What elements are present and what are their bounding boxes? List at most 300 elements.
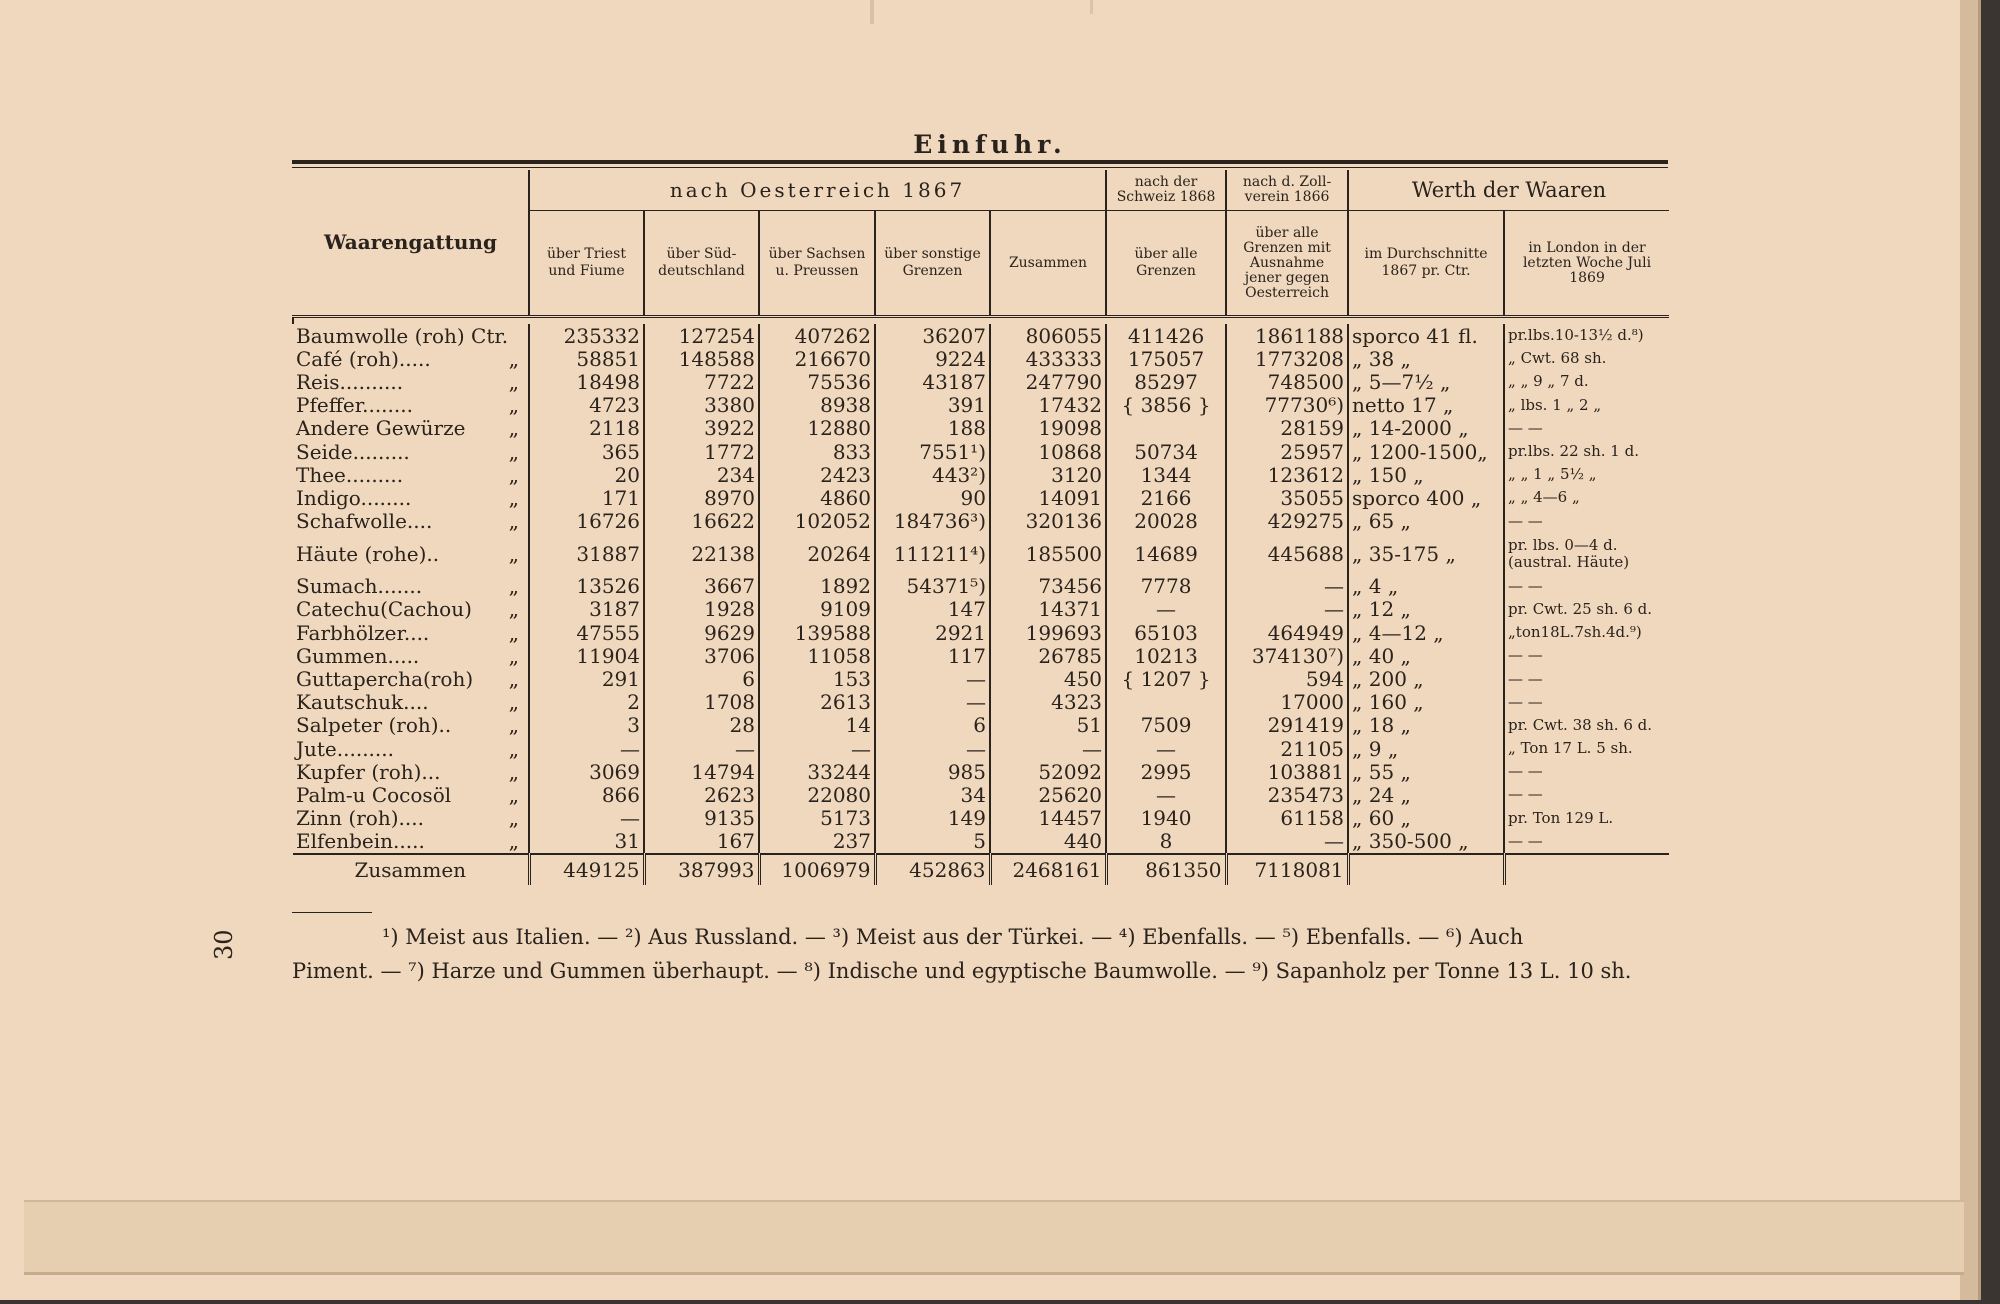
row-average-price: sporco 400 „	[1348, 486, 1504, 509]
row-name	[293, 575, 529, 598]
row-cell-c1: 2	[529, 691, 644, 714]
row-unit-mark: „	[508, 370, 519, 394]
row-cell-c4: —	[875, 667, 990, 690]
row-unit-mark: „	[508, 690, 519, 714]
row-cell-c6: 50734	[1106, 440, 1226, 463]
table-row	[293, 510, 1669, 533]
row-cell-c1: 866	[529, 783, 644, 806]
row-cell-c1: 3	[529, 714, 644, 737]
row-cell-c1: 31887	[529, 533, 644, 575]
row-cell-c6: 10213	[1106, 644, 1226, 667]
row-cell-c6: 1344	[1106, 463, 1226, 486]
table-row	[293, 598, 1669, 621]
row-cell-c5: 185500	[990, 533, 1106, 575]
row-cell-c7: 17000	[1226, 691, 1348, 714]
row-name	[293, 691, 529, 714]
row-name	[293, 533, 529, 575]
row-cell-c2: 167	[644, 830, 759, 854]
row-cell-c3: 14	[759, 714, 875, 737]
row-cell-c7: 35055	[1226, 486, 1348, 509]
row-cell-c7: 235473	[1226, 783, 1348, 806]
table-row	[293, 667, 1669, 690]
row-london-price: pr. Cwt. 25 sh. 6 d.	[1504, 598, 1669, 621]
row-name	[293, 347, 529, 370]
row-cell-c2: 14794	[644, 760, 759, 783]
row-name-text: Kautschuk....	[296, 690, 429, 714]
row-cell-c7: 77730⁶)	[1226, 394, 1348, 417]
row-cell-c7: —	[1226, 575, 1348, 598]
row-average-price: „ 55 „	[1348, 760, 1504, 783]
row-london-price: pr. lbs. 0—4 d. (austral. Häute)	[1504, 533, 1669, 575]
row-cell-c3: 102052	[759, 510, 875, 533]
row-name-text: Baumwolle (roh) Ctr.	[296, 324, 509, 348]
row-london-price: „ Ton 17 L. 5 sh.	[1504, 737, 1669, 760]
row-cell-c3: —	[759, 737, 875, 760]
row-cell-c5: 51	[990, 714, 1106, 737]
row-cell-c3: 833	[759, 440, 875, 463]
header-swiss-group: nach der Schweiz 1868	[1106, 170, 1226, 211]
footnotes	[292, 920, 1658, 988]
row-cell-c7: 291419	[1226, 714, 1348, 737]
row-cell-c4: 147	[875, 598, 990, 621]
row-average-price: „ 200 „	[1348, 667, 1504, 690]
table-row	[293, 807, 1669, 830]
footnote-line: Piment. — ⁷) Harze und Gummen überhaupt. — ⁸) Indische und egyptische Baumwolle. — ⁹) Sapanholz per Tonne 13 L. 10 sh.	[292, 959, 1632, 983]
row-cell-c5: 10868	[990, 440, 1106, 463]
row-cell-c3: 4860	[759, 486, 875, 509]
row-cell-c5: 440	[990, 830, 1106, 854]
row-name-text: Palm-u Cocosöl	[296, 783, 452, 807]
row-cell-c5: 52092	[990, 760, 1106, 783]
row-unit-mark: „	[508, 621, 519, 645]
row-unit-mark: „	[508, 574, 519, 598]
table-row	[293, 533, 1669, 575]
row-cell-c1: —	[529, 737, 644, 760]
table-row	[293, 691, 1669, 714]
row-cell-c2: 127254	[644, 324, 759, 347]
row-cell-c3: 216670	[759, 347, 875, 370]
row-cell-c4: 43187	[875, 370, 990, 393]
table-row	[293, 621, 1669, 644]
table-row	[293, 830, 1669, 854]
totals-cell: 452863	[875, 854, 990, 885]
row-average-price: „ 150 „	[1348, 463, 1504, 486]
header-london: in London in der letzten Woche Juli 1869	[1504, 211, 1669, 317]
row-cell-c7: 1861188	[1226, 324, 1348, 347]
row-cell-c6: 2166	[1106, 486, 1226, 509]
row-name	[293, 440, 529, 463]
row-cell-c3: 153	[759, 667, 875, 690]
row-cell-c6: 411426	[1106, 324, 1226, 347]
row-cell-c5: 3120	[990, 463, 1106, 486]
table-row	[293, 737, 1669, 760]
row-name	[293, 486, 529, 509]
row-name	[293, 510, 529, 533]
row-cell-c2: 3706	[644, 644, 759, 667]
row-london-price: — —	[1504, 417, 1669, 440]
row-cell-c5: 19098	[990, 417, 1106, 440]
row-name	[293, 737, 529, 760]
row-cell-c7: 61158	[1226, 807, 1348, 830]
row-unit-mark: „	[508, 783, 519, 807]
row-name-text: Sumach.......	[296, 574, 423, 598]
row-average-price: „ 40 „	[1348, 644, 1504, 667]
row-london-price: „ lbs. 1 „ 2 „	[1504, 394, 1669, 417]
table-row	[293, 440, 1669, 463]
table-row	[293, 463, 1669, 486]
row-name	[293, 760, 529, 783]
row-cell-c6: 20028	[1106, 510, 1226, 533]
page-fold-mark	[1090, 0, 1093, 14]
row-cell-c6: { 3856 }	[1106, 394, 1226, 417]
row-cell-c6: 85297	[1106, 370, 1226, 393]
row-unit-mark: „	[508, 597, 519, 622]
row-cell-c4: 9224	[875, 347, 990, 370]
row-cell-c7: 123612	[1226, 463, 1348, 486]
row-average-price: „ 9 „	[1348, 737, 1504, 760]
totals-cell: 2468161	[990, 854, 1106, 885]
row-cell-c4: 6	[875, 714, 990, 737]
header-avg: im Durchschnitte 1867 pr. Ctr.	[1348, 211, 1504, 317]
row-cell-c4: 54371⁵)	[875, 575, 990, 598]
row-unit-mark: „	[508, 509, 519, 533]
table-row	[293, 486, 1669, 509]
row-cell-c6: —	[1106, 737, 1226, 760]
row-name	[293, 783, 529, 806]
row-cell-c3: 9109	[759, 598, 875, 621]
row-cell-c4: 188	[875, 417, 990, 440]
row-cell-c7: 374130⁷)	[1226, 644, 1348, 667]
row-name	[293, 598, 529, 621]
row-name-text: Jute.........	[296, 737, 394, 761]
table-row	[293, 417, 1669, 440]
row-cell-c1: 20	[529, 463, 644, 486]
row-cell-c7: 748500	[1226, 370, 1348, 393]
row-cell-c2: 16622	[644, 510, 759, 533]
row-name-text: Andere Gewürze	[296, 416, 466, 440]
header-austria-group: nach Oesterreich 1867	[529, 170, 1106, 211]
row-cell-c7: 594	[1226, 667, 1348, 690]
row-cell-c1: 18498	[529, 370, 644, 393]
row-name	[293, 324, 529, 347]
page-edge	[1960, 0, 1978, 1300]
row-name-text: Reis..........	[296, 370, 404, 394]
row-cell-c5: 199693	[990, 621, 1106, 644]
row-cell-c2: 1928	[644, 598, 759, 621]
row-average-price: „ 1200-1500„	[1348, 440, 1504, 463]
totals-cell: 7118081	[1226, 854, 1348, 885]
row-cell-c1: 3069	[529, 760, 644, 783]
row-cell-c3: 2613	[759, 691, 875, 714]
row-cell-c7: —	[1226, 830, 1348, 854]
row-cell-c7: 445688	[1226, 533, 1348, 575]
row-average-price: „ 14-2000 „	[1348, 417, 1504, 440]
row-london-price: pr. Ton 129 L.	[1504, 807, 1669, 830]
row-cell-c2: 234	[644, 463, 759, 486]
row-unit-mark: „	[508, 393, 519, 417]
header-sonstige: über sonstige Grenzen	[875, 211, 990, 317]
header-waarengattung: Waarengattung	[324, 230, 497, 254]
row-cell-c7: 21105	[1226, 737, 1348, 760]
row-london-price: „ton18L.7sh.4d.⁹)	[1504, 621, 1669, 644]
row-unit-mark: „	[508, 541, 519, 566]
table-row	[293, 370, 1669, 393]
row-name	[293, 621, 529, 644]
row-cell-c5: 4323	[990, 691, 1106, 714]
row-cell-c7: 429275	[1226, 510, 1348, 533]
totals-cell: 449125	[529, 854, 644, 885]
header-sachsen: über Sachsen u. Preussen	[759, 211, 875, 317]
row-name-text: Salpeter (roh)..	[296, 713, 452, 737]
row-cell-c6: 7778	[1106, 575, 1226, 598]
page-number: 30	[210, 929, 238, 960]
table-row	[293, 575, 1669, 598]
row-name-text: Farbhölzer....	[296, 621, 430, 645]
row-cell-c2: 3667	[644, 575, 759, 598]
row-cell-c6: 8	[1106, 830, 1226, 854]
row-average-price: „ 38 „	[1348, 347, 1504, 370]
row-cell-c6: —	[1106, 598, 1226, 621]
row-unit-mark: „	[508, 347, 519, 371]
row-cell-c3: 20264	[759, 533, 875, 575]
row-cell-c2: 1772	[644, 440, 759, 463]
row-name-text: Indigo........	[296, 486, 412, 510]
row-unit-mark: „	[508, 463, 519, 487]
row-cell-c4: 7551¹)	[875, 440, 990, 463]
table-row	[293, 324, 1669, 347]
row-average-price: „ 18 „	[1348, 714, 1504, 737]
row-unit-mark: „	[508, 829, 519, 854]
row-london-price: „ „ 9 „ 7 d.	[1504, 370, 1669, 393]
row-cell-c1: 3187	[529, 598, 644, 621]
row-cell-c3: 1892	[759, 575, 875, 598]
row-average-price: sporco 41 fl.	[1348, 324, 1504, 347]
table-row	[293, 783, 1669, 806]
row-average-price: „ 12 „	[1348, 598, 1504, 621]
row-cell-c1: 235332	[529, 324, 644, 347]
row-cell-c4: 391	[875, 394, 990, 417]
footnote-rule	[292, 912, 372, 913]
row-cell-c2: —	[644, 737, 759, 760]
row-name-text: Seide.........	[296, 439, 410, 464]
header-value-group: Werth der Waaren	[1348, 170, 1669, 211]
row-cell-c3: 139588	[759, 621, 875, 644]
row-average-price: „ 60 „	[1348, 807, 1504, 830]
row-cell-c2: 22138	[644, 533, 759, 575]
row-cell-c6: 65103	[1106, 621, 1226, 644]
row-cell-c6	[1106, 691, 1226, 714]
row-name	[293, 370, 529, 393]
row-cell-c5: 320136	[990, 510, 1106, 533]
row-cell-c2: 1708	[644, 691, 759, 714]
row-london-price: — —	[1504, 760, 1669, 783]
row-name-text: Guttapercha(roh)	[296, 667, 474, 691]
row-unit-mark: „	[508, 760, 519, 784]
row-london-price: — —	[1504, 575, 1669, 598]
row-name	[293, 463, 529, 486]
row-name	[293, 394, 529, 417]
row-name-text: Gummen.....	[296, 644, 420, 668]
row-cell-c6: —	[1106, 783, 1226, 806]
totals-cell	[1348, 854, 1504, 885]
table-top-rule	[292, 160, 1668, 164]
row-cell-c2: 3380	[644, 394, 759, 417]
row-london-price: — —	[1504, 667, 1669, 690]
header-zoll-group: nach d. Zoll-verein 1866	[1226, 170, 1348, 211]
row-cell-c4: 111211⁴)	[875, 533, 990, 575]
row-cell-c1: 47555	[529, 621, 644, 644]
row-average-price: „ 4 „	[1348, 575, 1504, 598]
row-cell-c3: 407262	[759, 324, 875, 347]
row-london-price: pr.lbs.10-13½ d.⁸)	[1504, 324, 1669, 347]
row-average-price: „ 350-500 „	[1348, 830, 1504, 854]
row-cell-c2: 28	[644, 714, 759, 737]
row-cell-c5: 14371	[990, 598, 1106, 621]
import-table	[292, 170, 1669, 885]
row-cell-c2: 148588	[644, 347, 759, 370]
row-cell-c6: 175057	[1106, 347, 1226, 370]
row-name	[293, 714, 529, 737]
header-triest: über Triest und Fiume	[529, 211, 644, 317]
row-name	[293, 667, 529, 690]
row-name-text: Café (roh).....	[296, 347, 431, 371]
header-schweiz: über alle Grenzen	[1106, 211, 1226, 317]
row-unit-mark: „	[508, 713, 519, 737]
row-cell-c6	[1106, 417, 1226, 440]
row-cell-c6: 1940	[1106, 807, 1226, 830]
row-name-text: Kupfer (roh)...	[296, 760, 441, 784]
row-london-price: „ Cwt. 68 sh.	[1504, 347, 1669, 370]
row-cell-c5: 14457	[990, 807, 1106, 830]
row-cell-c5: 14091	[990, 486, 1106, 509]
row-name	[293, 644, 529, 667]
row-cell-c2: 7722	[644, 370, 759, 393]
row-cell-c3: 22080	[759, 783, 875, 806]
row-cell-c5: 450	[990, 667, 1106, 690]
row-name	[293, 807, 529, 830]
row-name	[293, 830, 529, 854]
row-unit-mark: „	[508, 439, 519, 464]
table-top-rule	[292, 167, 1668, 168]
row-average-price: „ 35-175 „	[1348, 533, 1504, 575]
row-cell-c3: 33244	[759, 760, 875, 783]
totals-cell: 861350	[1106, 854, 1226, 885]
row-cell-c4: 2921	[875, 621, 990, 644]
row-cell-c2: 6	[644, 667, 759, 690]
row-cell-c3: 2423	[759, 463, 875, 486]
row-cell-c1: 171	[529, 486, 644, 509]
totals-cell: 1006979	[759, 854, 875, 885]
row-cell-c1: 11904	[529, 644, 644, 667]
row-cell-c6: { 1207 }	[1106, 667, 1226, 690]
totals-row	[293, 854, 1669, 885]
header-sued: über Süd-deutschland	[644, 211, 759, 317]
row-london-price: „ „ 4—6 „	[1504, 486, 1669, 509]
row-cell-c3: 5173	[759, 807, 875, 830]
row-cell-c1: 365	[529, 440, 644, 463]
row-cell-c1: 4723	[529, 394, 644, 417]
row-cell-c3: 237	[759, 830, 875, 854]
row-cell-c3: 75536	[759, 370, 875, 393]
table-row	[293, 347, 1669, 370]
row-cell-c4: —	[875, 737, 990, 760]
row-cell-c1: —	[529, 807, 644, 830]
row-cell-c1: 13526	[529, 575, 644, 598]
row-london-price: — —	[1504, 830, 1669, 854]
row-cell-c5: 247790	[990, 370, 1106, 393]
row-cell-c6: 2995	[1106, 760, 1226, 783]
row-cell-c7: 28159	[1226, 417, 1348, 440]
row-cell-c5: 73456	[990, 575, 1106, 598]
row-london-price: „ „ 1 „ 5½ „	[1504, 463, 1669, 486]
row-cell-c5: 806055	[990, 324, 1106, 347]
row-cell-c5: —	[990, 737, 1106, 760]
row-cell-c2: 9135	[644, 807, 759, 830]
totals-cell: 387993	[644, 854, 759, 885]
table-row	[293, 394, 1669, 417]
row-cell-c1: 58851	[529, 347, 644, 370]
row-cell-c7: —	[1226, 598, 1348, 621]
totals-label: Zusammen	[293, 854, 529, 885]
row-name-text: Zinn (roh)....	[296, 806, 424, 830]
row-cell-c3: 8938	[759, 394, 875, 417]
table-row	[293, 760, 1669, 783]
row-cell-c7: 103881	[1226, 760, 1348, 783]
row-cell-c7: 1773208	[1226, 347, 1348, 370]
row-cell-c3: 12880	[759, 417, 875, 440]
row-london-price: — —	[1504, 783, 1669, 806]
row-cell-c4: 117	[875, 644, 990, 667]
row-cell-c6: 7509	[1106, 714, 1226, 737]
table-body	[293, 317, 1669, 854]
row-cell-c4: 985	[875, 760, 990, 783]
row-cell-c5: 433333	[990, 347, 1106, 370]
row-cell-c5: 26785	[990, 644, 1106, 667]
row-cell-c2: 8970	[644, 486, 759, 509]
row-average-price: netto 17 „	[1348, 394, 1504, 417]
row-cell-c4: 5	[875, 830, 990, 854]
row-name-text: Thee.........	[296, 463, 404, 487]
row-name-text: Häute (rohe)..	[296, 541, 440, 566]
footnote-line: ¹) Meist aus Italien. — ²) Aus Russland. — ³) Meist aus der Türkei. — ⁴) Ebenfalls. — ⁵) Ebenfalls. — ⁶) Auch	[382, 925, 1524, 949]
row-name-text: Catechu(Cachou)	[296, 597, 472, 622]
row-cell-c6: 14689	[1106, 533, 1226, 575]
row-cell-c2: 2623	[644, 783, 759, 806]
row-average-price: „ 24 „	[1348, 783, 1504, 806]
row-average-price: „ 5—7½ „	[1348, 370, 1504, 393]
page-bottom-band	[24, 1200, 1964, 1275]
row-cell-c7: 25957	[1226, 440, 1348, 463]
row-unit-mark: „	[508, 667, 519, 691]
row-cell-c4: 36207	[875, 324, 990, 347]
row-cell-c4: 443²)	[875, 463, 990, 486]
row-cell-c4: 34	[875, 783, 990, 806]
row-cell-c5: 17432	[990, 394, 1106, 417]
row-london-price: — —	[1504, 644, 1669, 667]
row-name-text: Schafwolle....	[296, 509, 433, 533]
row-london-price: — —	[1504, 510, 1669, 533]
table-row	[293, 644, 1669, 667]
row-unit-mark: „	[508, 806, 519, 830]
row-cell-c1: 2118	[529, 417, 644, 440]
row-cell-c4: 184736³)	[875, 510, 990, 533]
row-cell-c2: 3922	[644, 417, 759, 440]
table-row	[293, 714, 1669, 737]
row-name-text: Elfenbein.....	[296, 829, 425, 854]
totals-cell	[1504, 854, 1669, 885]
row-cell-c4: 149	[875, 807, 990, 830]
row-cell-c3: 11058	[759, 644, 875, 667]
